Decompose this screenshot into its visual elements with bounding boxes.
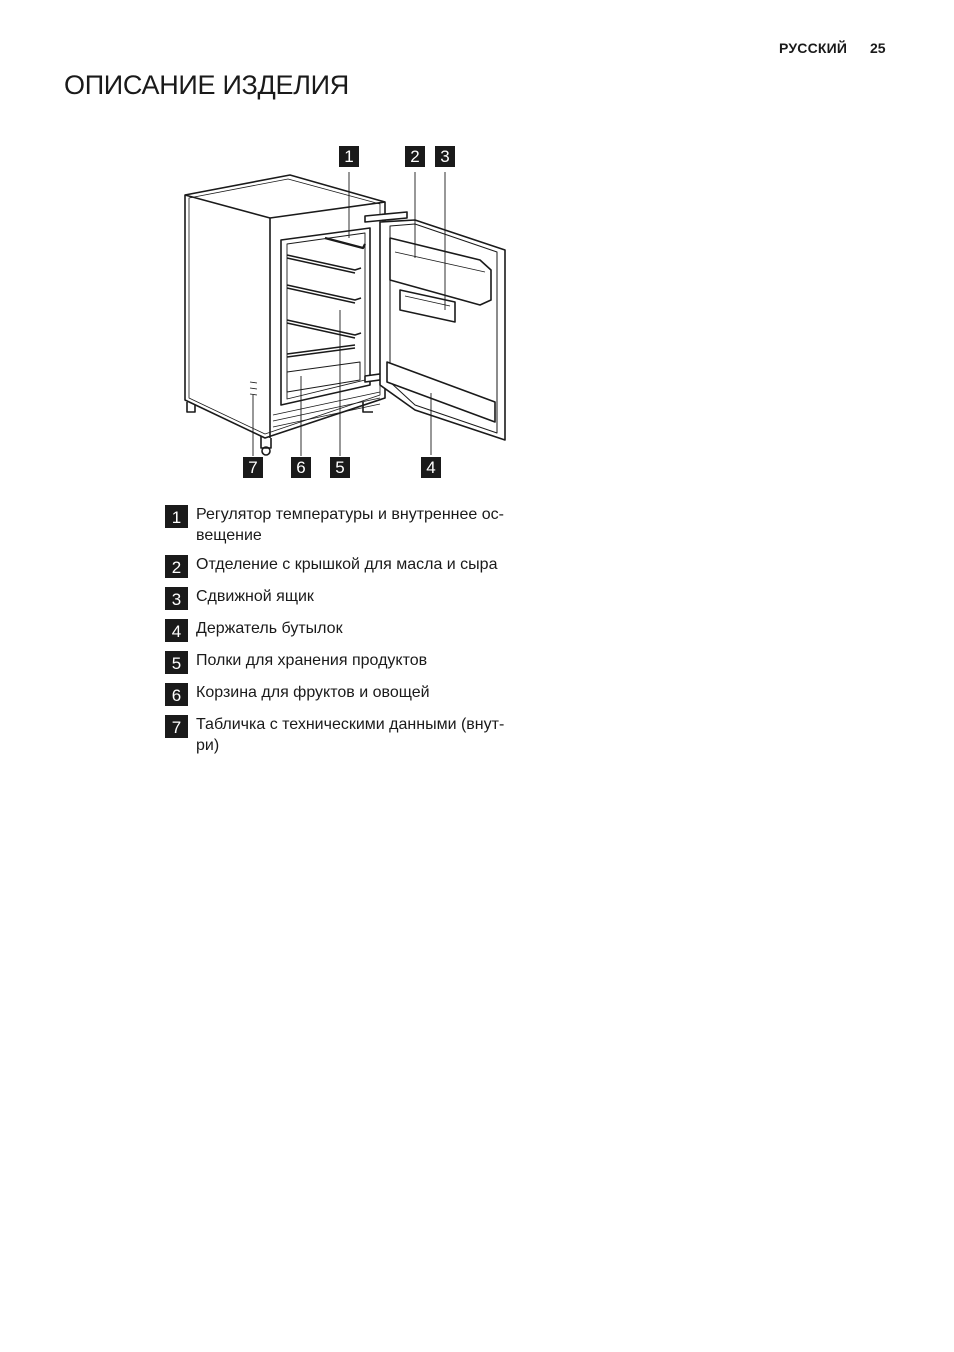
callout-6: 6 <box>291 457 311 478</box>
legend-item <box>165 586 525 610</box>
legend-text: Держатель бутылок <box>196 620 343 637</box>
legend-text: Сдвижной ящик <box>196 588 314 605</box>
refrigerator-diagram <box>175 140 515 485</box>
legend-list <box>165 504 525 764</box>
legend-text: Полки для хранения продуктов <box>196 652 428 669</box>
legend-item <box>165 650 525 674</box>
callout-5: 5 <box>330 457 350 478</box>
legend-number: 1 <box>165 505 188 528</box>
page-title: ОПИСАНИЕ ИЗДЕЛИЯ <box>64 70 349 100</box>
legend-number: 5 <box>165 651 188 674</box>
callout-7: 7 <box>243 457 263 478</box>
legend-item <box>165 554 525 578</box>
legend-number: 3 <box>165 587 188 610</box>
legend-text: Корзина для фруктов и овощей <box>196 684 430 701</box>
legend-number: 6 <box>165 683 188 706</box>
refrigerator-drawing <box>175 140 515 485</box>
legend-text: Табличка с техническими данными (внут-ри) <box>196 716 505 754</box>
legend-item <box>165 714 525 756</box>
legend-item <box>165 682 525 706</box>
page-number: 25 <box>870 40 886 56</box>
callout-2: 2 <box>405 146 425 167</box>
callout-1: 1 <box>339 146 359 167</box>
callout-4: 4 <box>421 457 441 478</box>
legend-item <box>165 618 525 642</box>
callout-3: 3 <box>435 146 455 167</box>
legend-number: 2 <box>165 555 188 578</box>
legend-text: Регулятор температуры и внутреннее ос-вещение <box>196 506 504 544</box>
legend-number: 7 <box>165 715 188 738</box>
legend-number: 4 <box>165 619 188 642</box>
legend-item <box>165 504 525 546</box>
legend-text: Отделение с крышкой для масла и сыра <box>196 556 498 573</box>
header-language: РУССКИЙ <box>779 40 848 56</box>
